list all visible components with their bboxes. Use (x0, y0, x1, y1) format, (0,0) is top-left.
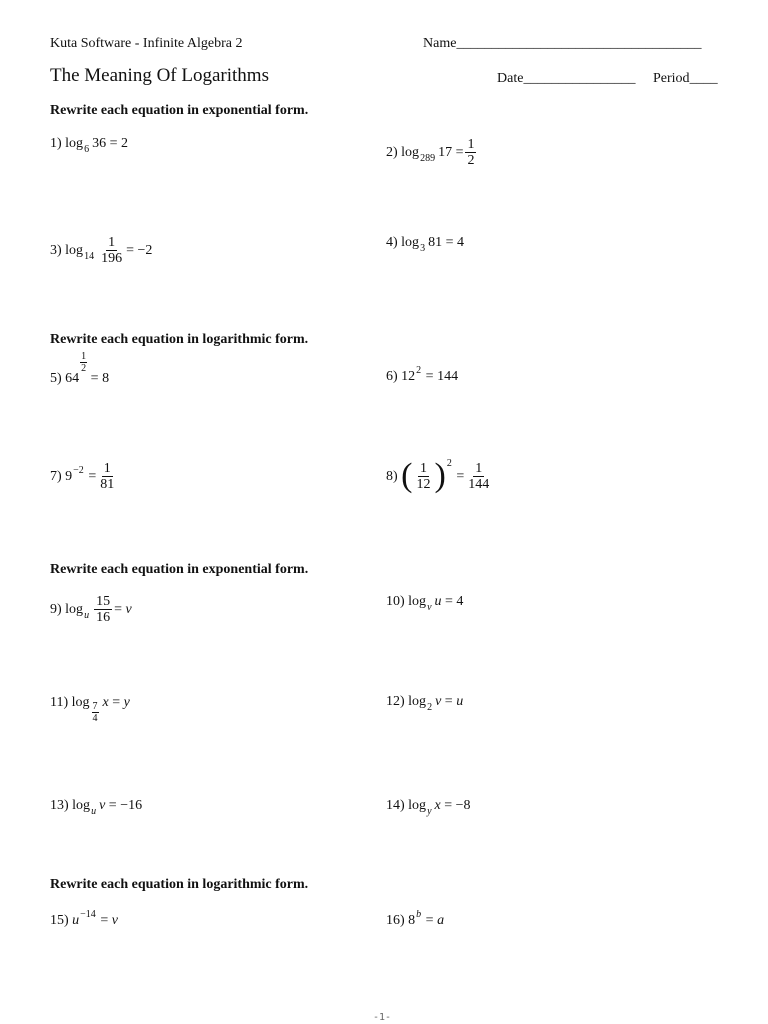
fraction: $\frac{1}{196}$ (101, 235, 123, 266)
name-line: ___________________________________ (456, 36, 702, 51)
problem-8: 8) ( $\frac{1}{12}$ ) 2 = $\frac{1}{144}$ (386, 457, 490, 494)
problem-16: 16) 8 b = a (386, 908, 445, 928)
date-field[interactable] (497, 71, 635, 87)
problem-9: 9) log u $\frac{15}{16}$ = v (50, 594, 132, 625)
problem-14: 14) log y x = −8 (386, 798, 471, 817)
section-heading-4: Rewrite each equation in logarithmic form. (50, 877, 309, 892)
problem-12: 12) log 2 v = u (386, 694, 464, 713)
fraction: $\frac{1}{2}$ (467, 137, 475, 168)
period-line: ____ (689, 71, 718, 86)
fraction: $\frac{1}{81}$ (100, 461, 115, 492)
period-field[interactable] (653, 71, 718, 87)
date-line: ________________ (523, 71, 636, 86)
name-label: Name (423, 36, 457, 51)
section-heading-2: Rewrite each equation in logarithmic form. (50, 332, 309, 347)
problem-5: 5) 64 $\frac{1}{2}$ = 8 (50, 351, 110, 386)
problem-11: 11) log $\frac{7}{4}$ x = y (50, 695, 130, 724)
problem-13: 13) log u v = −16 (50, 798, 143, 817)
section-heading-3: Rewrite each equation in exponential form. (50, 562, 309, 577)
section-heading-1: Rewrite each equation in exponential form. (50, 103, 309, 118)
problem-3: 3) log 14 $\frac{1}{196}$ = −2 (50, 235, 153, 266)
problem-2: 2) log 289 17 = $\frac{1}{2}$ (386, 137, 475, 168)
page-title: The Meaning Of Logarithms (50, 65, 269, 86)
base-fraction: $\frac{7}{4}$ (92, 701, 98, 724)
problem-6: 6) 12 2 = 144 (386, 364, 459, 384)
fraction: $\frac{1}{12}$ (416, 461, 431, 492)
name-field[interactable] (423, 36, 701, 52)
period-label: Period (653, 71, 690, 86)
exponent-fraction: $\frac{1}{2}$ (81, 351, 87, 374)
publisher-label: Kuta Software - Infinite Algebra 2 (50, 36, 243, 51)
problem-10: 10) log v u = 4 (386, 594, 464, 613)
page-number: -1- (373, 1012, 392, 1023)
fraction: $\frac{1}{144}$ (468, 461, 490, 492)
fraction: $\frac{15}{16}$ (96, 594, 111, 625)
problem-15: 15) u −14 = v (50, 908, 118, 928)
date-label: Date (497, 71, 524, 86)
problem-4: 4) log 3 81 = 4 (386, 235, 464, 254)
problem-7: 7) 9 −2 = $\frac{1}{81}$ (50, 461, 115, 492)
problem-1: 1) log 6 36 = 2 (50, 136, 128, 155)
